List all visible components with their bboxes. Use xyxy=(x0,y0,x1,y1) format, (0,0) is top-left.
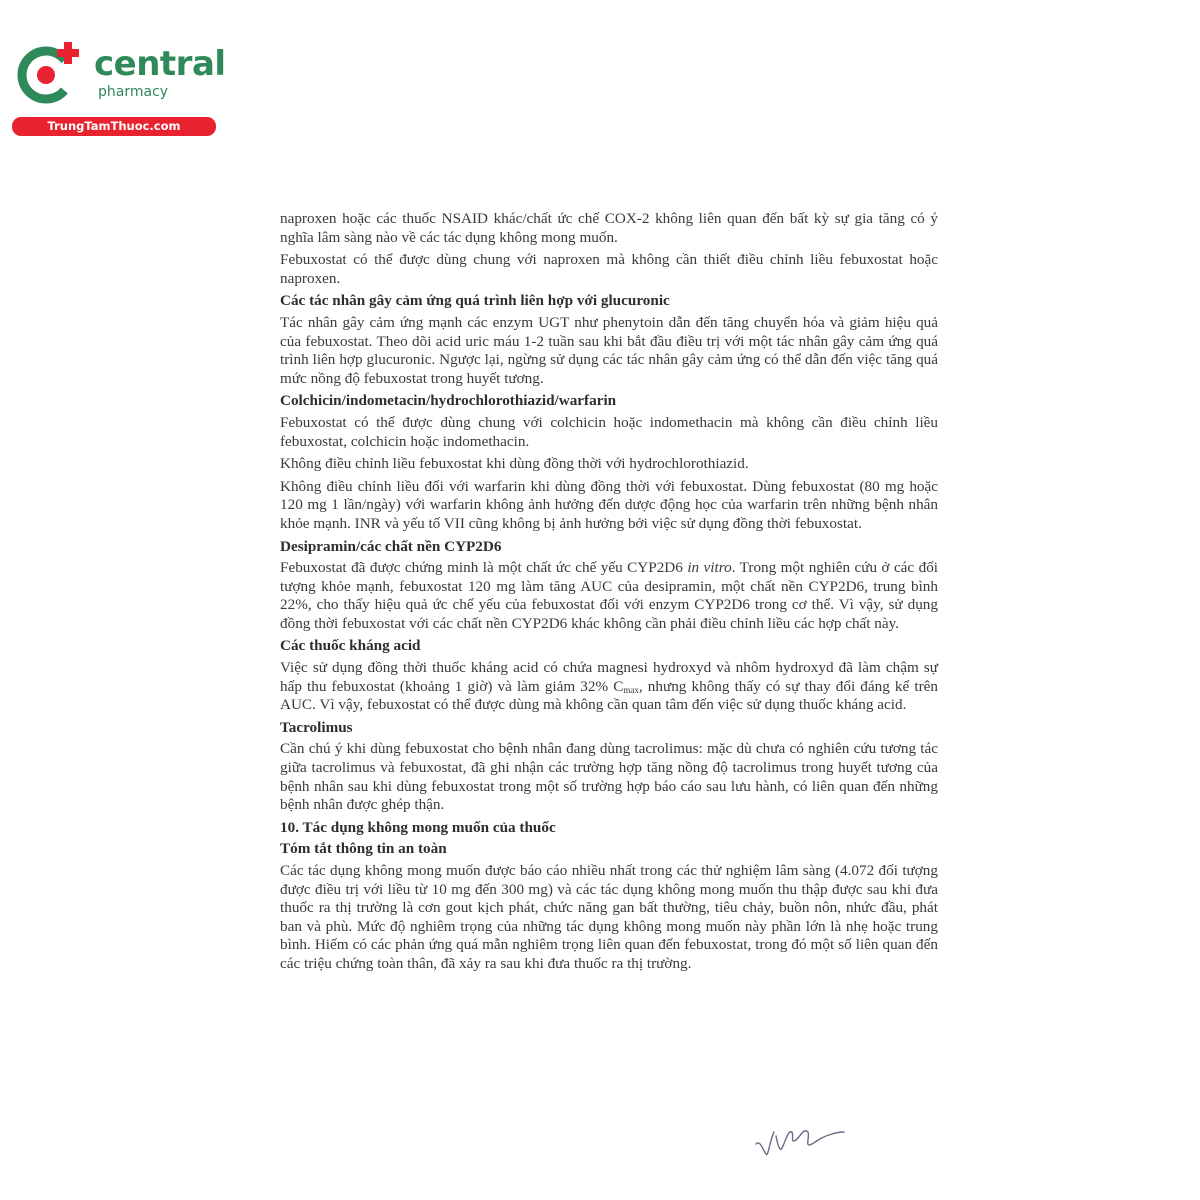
section-heading: 10. Tác dụng không mong muốn của thuốc xyxy=(280,818,556,836)
text-run: , nhưng không thấy có sự thay đổi đáng kể trên AUC. Vì vậy, febuxostat có thể được dùng mà không cần quan tâm đến việc sử dụng thuốc kháng acid. xyxy=(280,677,938,714)
text-run: Febuxostat đã được chứng minh là một chất ức chế yếu CYP2D6 xyxy=(280,559,688,577)
section-heading: Colchicin/indometacin/hydrochlorothiazid/warfarin xyxy=(280,392,617,410)
section-heading: Các thuốc kháng acid xyxy=(280,637,421,655)
paragraph: Không điều chỉnh liều febuxostat khi dùng đồng thời với hydrochlorothiazid. xyxy=(280,455,749,473)
section-heading: Desipramin/các chất nền CYP2D6 xyxy=(280,537,502,555)
logo-brand-name: central xyxy=(94,44,226,84)
handwritten-signature xyxy=(752,1118,848,1164)
italic-term: in vitro xyxy=(687,559,732,577)
paragraph: naproxen hoặc các thuốc NSAID khác/chất ức chế COX-2 không liên quan đến bất kỳ sự gia tăng có ý nghĩa lâm sàng nào về các tác dụng không mong muốn. xyxy=(280,210,938,246)
logo-website: TrungTamThuoc.com xyxy=(12,117,216,136)
paragraph: Febuxostat có thể được dùng chung với naproxen mà không cần thiết điều chỉnh liều febuxostat hoặc naproxen. xyxy=(280,251,938,287)
section-heading: Tacrolimus xyxy=(280,718,353,736)
subsection-heading: Tóm tắt thông tin an toàn xyxy=(280,840,447,858)
paragraph: Cần chú ý khi dùng febuxostat cho bệnh nhân đang dùng tacrolimus: mặc dù chưa có nghiên cứu tương tác giữa tacrolimus và febuxostat, đã ghi nhận các trường hợp tăng nồng độ tacrolimus trong huyết tương của bệnh nhân sau khi dùng febuxostat trong một số trường hợp báo cáo sau lưu hành, có liên quan đến những bệnh nhân được ghép thận. xyxy=(280,740,938,814)
text-run: . Trong một nghiên cứu ở các đối tượng khỏe mạnh, febuxostat 120 mg làm tăng AUC của desipramin, một chất nền CYP2D6, trung bình 22%, cho thấy hiệu quả ức chế yếu của febuxostat đối với enzym CYP2D6 trong cơ thể. Vì vậy, sử dụng đồng thời febuxostat với các chất nền CYP2D6 khác không cần phải điều chỉnh liều các hợp chất này. xyxy=(280,559,939,632)
section-heading: Các tác nhân gây cảm ứng quá trình liên hợp với glucuronic xyxy=(280,292,670,310)
paragraph: Tác nhân gây cảm ứng mạnh các enzym UGT như phenytoin dẫn đến tăng chuyển hóa và giảm hiệu quả của febuxostat. Theo dõi acid uric máu 1-2 tuần sau khi bắt đầu điều trị với một tác nhân gây cảm ứng quá trình liên hợp glucuronic. Ngược lại, ngừng sử dụng các tác nhân gây cảm ứng có thể dẫn đến việc tăng quá mức nồng độ febuxostat trong huyết tương. xyxy=(280,313,938,387)
paragraph: Không điều chỉnh liều đối với warfarin khi dùng đồng thời với febuxostat. Dùng febuxostat (80 mg hoặc 120 mg 1 lần/ngày) với warfarin không ảnh hưởng đến dược động học của warfarin trên những bệnh nhân khỏe mạnh. INR và yếu tố VII cũng không bị ảnh hưởng bởi việc sử dụng đồng thời febuxostat. xyxy=(280,477,938,532)
paragraph xyxy=(280,559,938,633)
paragraph: Các tác dụng không mong muốn được báo cáo nhiều nhất trong các thử nghiệm lâm sàng (4.072 đối tượng được điều trị với liều từ 10 mg đến 300 mg) và các tác dụng không mong muốn thu thập được sau khi đưa thuốc ra thị trường là cơn gout kịch phát, chức năng gan bất thường, tiêu chảy, buồn nôn, nhức đầu, phát ban và phù. Mức độ nghiêm trọng của những tác dụng không mong muốn này phần lớn là nhẹ hoặc trung bình. Hiếm có các phản ứng quá mẫn nghiêm trọng liên quan đến febuxostat, trong đó một số liên quan đến các triệu chứng toàn thân, đã xảy ra sau khi đưa thuốc ra thị trường. xyxy=(280,862,938,972)
logo-subtitle: pharmacy xyxy=(98,84,169,100)
paragraph: Febuxostat có thể được dùng chung với colchicin hoặc indomethacin mà không cần điều chỉnh liều febuxostat, colchicin hoặc indomethacin. xyxy=(280,413,938,450)
pharmacy-logo-icon xyxy=(12,38,90,108)
text-run: Việc sử dụng đồng thời thuốc kháng acid có chứa magnesi hydroxyd và nhôm hydroxyd đã làm chậm sự hấp thu febuxostat (khoảng 1 giờ) và làm giảm 32% C xyxy=(280,659,938,695)
subscript: max xyxy=(623,684,639,695)
brand-logo xyxy=(8,34,226,138)
document-body xyxy=(280,210,938,978)
paragraph xyxy=(280,659,938,715)
